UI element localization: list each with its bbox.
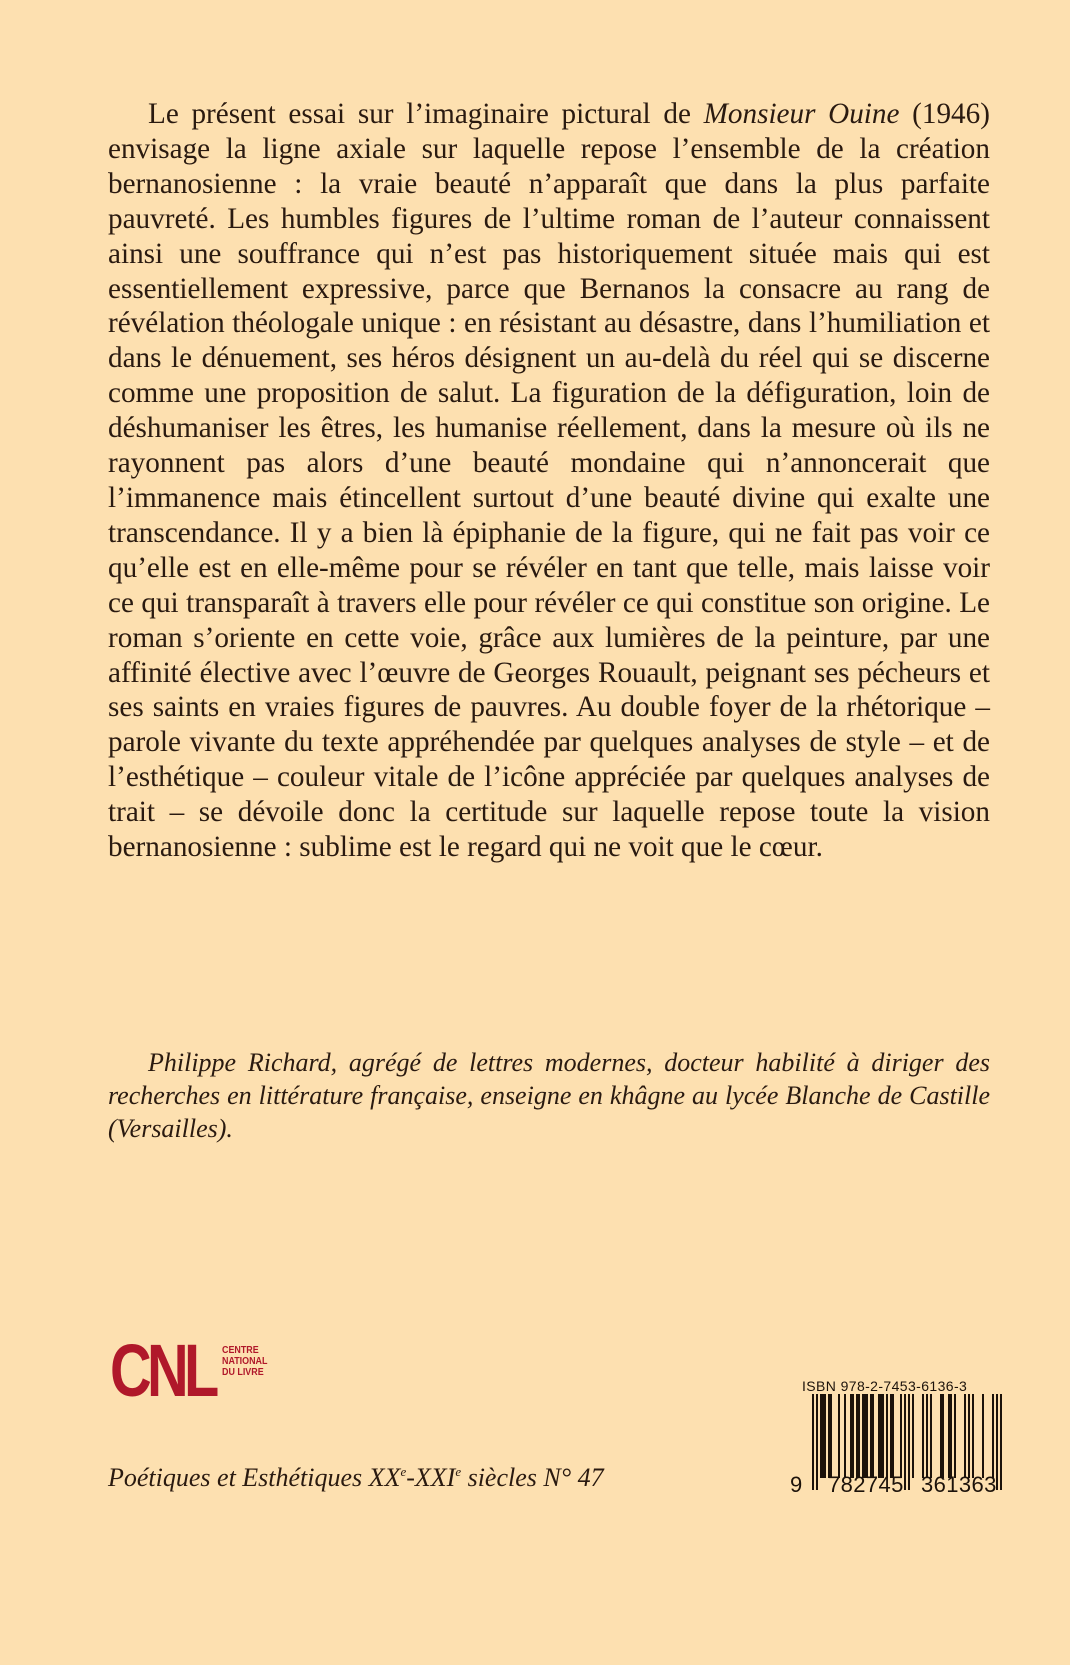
barcode-bar xyxy=(864,1394,866,1478)
barcode-bar xyxy=(992,1394,994,1478)
barcode-bar xyxy=(828,1394,830,1478)
cnl-line-3: DU LIVRE xyxy=(222,1366,264,1378)
barcode-bar xyxy=(908,1394,910,1490)
series-title xyxy=(108,1463,604,1493)
summary-intro: Le présent essai sur l’imaginaire pictural de xyxy=(148,98,704,130)
cnl-logo-letters: CNL xyxy=(110,1329,215,1412)
series-sup-2: e xyxy=(455,1464,462,1479)
barcode-digit-lead: 9 xyxy=(790,1472,803,1497)
summary-body: (1946) envisage la ligne axiale sur laquelle repose l’ensemble de la création bernanosienne : la vraie beauté n’apparaît que dans la plus parfaite pauvreté. Les humbles figures de l’ultime roman de l’auteur connaissent ainsi une souffrance qui n’est pas historiquement située mais qui est essentiellement expressive, parce que Bernanos la consacre au rang de révélation théologale unique : en résistant au désastre, dans l’humiliation et dans le dénuement, ses héros désignent un au-delà du réel qui se discerne comme une proposition de salut. La figuration de la défiguration, loin de déshumaniser les êtres, les humanise réellement, dans la mesure où ils ne rayonnent pas alors d’une beauté mondaine qui n’annoncerait que l’immanence mais étincellent surtout d’une beauté divine qui exalte une transcendance. Il y a bien là épiphanie de la figure, qui ne fait pas voir ce qu’elle est en elle-même pour se révéler en tant que telle, mais laisse voir ce qui transparaît à travers elle pour révéler ce qui constitue son origine. Le roman s’oriente en cette voie, grâce aux lumières de la peinture, par une affinité élective avec l’œuvre de Georges Rouault, peignant ses pécheurs et ses saints en vraies figures de pauvres. Au double foyer de la rhétorique – parole vivante du texte appréhendée par quelques analyses de style – et de l’esthétique – couleur vitale de l’icône appréciée par quelques analyses de trait – se dévoile donc la certitude sur laquelle repose toute la vision bernanosienne : sublime est le regard qui ne voit que le cœur. xyxy=(108,98,990,864)
barcode-bar xyxy=(930,1394,932,1478)
cnl-line-1: CENTRE xyxy=(222,1344,259,1356)
barcode-bar xyxy=(880,1394,882,1478)
barcode-bar xyxy=(972,1394,974,1478)
series-mid: -XXI xyxy=(406,1463,456,1492)
barcode-bar xyxy=(942,1394,944,1478)
barcode-bar xyxy=(900,1394,902,1478)
barcode-bar xyxy=(824,1394,826,1478)
barcode-bar xyxy=(866,1394,868,1478)
barcode-bar xyxy=(940,1394,942,1478)
barcode-bar xyxy=(904,1394,906,1490)
barcode-bar xyxy=(954,1394,956,1478)
barcode-digits-group-1: 782745 xyxy=(828,1472,904,1497)
cnl-line-2: NATIONAL xyxy=(222,1355,268,1367)
barcode-bar xyxy=(856,1394,858,1478)
author-bio: Philippe Richard, agrégé de lettres modernes, docteur habilité à diriger des recherches en littérature française, enseigne en khâgne au lycée Blanche de Castille (Versailles). xyxy=(108,1048,990,1143)
barcode-bar xyxy=(838,1394,840,1478)
barcode-bar xyxy=(870,1394,872,1478)
series-prefix: Poétiques et Esthétiques XX xyxy=(108,1463,401,1492)
barcode-bar xyxy=(862,1394,864,1478)
barcode-bar xyxy=(850,1394,852,1478)
barcode-bar xyxy=(926,1394,928,1478)
cnl-logo xyxy=(110,1329,275,1412)
barcode-bar xyxy=(964,1394,966,1478)
barcode-bar xyxy=(968,1394,970,1478)
book-title: Monsieur Ouine xyxy=(703,98,900,130)
cnl-logo-subtitle xyxy=(222,1345,267,1378)
barcode-bar xyxy=(852,1394,854,1478)
isbn-label: ISBN 978-2-7453-6136-3 xyxy=(802,1378,968,1394)
barcode-bar xyxy=(922,1394,924,1478)
barcode-bar xyxy=(878,1394,880,1478)
barcode-bar xyxy=(816,1394,818,1490)
barcode-bar xyxy=(822,1394,824,1478)
barcode-bar xyxy=(872,1394,874,1478)
barcode-bar xyxy=(886,1394,888,1478)
barcode-bar xyxy=(890,1394,892,1478)
barcode-bar xyxy=(950,1394,952,1478)
barcode-bar xyxy=(812,1394,814,1490)
barcode-bar xyxy=(1000,1394,1002,1490)
barcode-bar xyxy=(830,1394,832,1478)
barcode-bar xyxy=(820,1394,822,1478)
barcode-bar xyxy=(948,1394,950,1478)
summary-paragraph xyxy=(108,97,990,865)
series-suffix: siècles N° 47 xyxy=(461,1463,604,1492)
barcode-bar xyxy=(858,1394,860,1478)
barcode-bar xyxy=(844,1394,846,1478)
barcode-bar xyxy=(882,1394,884,1478)
barcode-bar xyxy=(912,1394,914,1478)
series-sup-1: e xyxy=(400,1464,407,1479)
barcode-digits-group-2: 361363 xyxy=(921,1472,997,1497)
barcode-bar xyxy=(982,1394,984,1478)
barcode-bar xyxy=(892,1394,894,1478)
